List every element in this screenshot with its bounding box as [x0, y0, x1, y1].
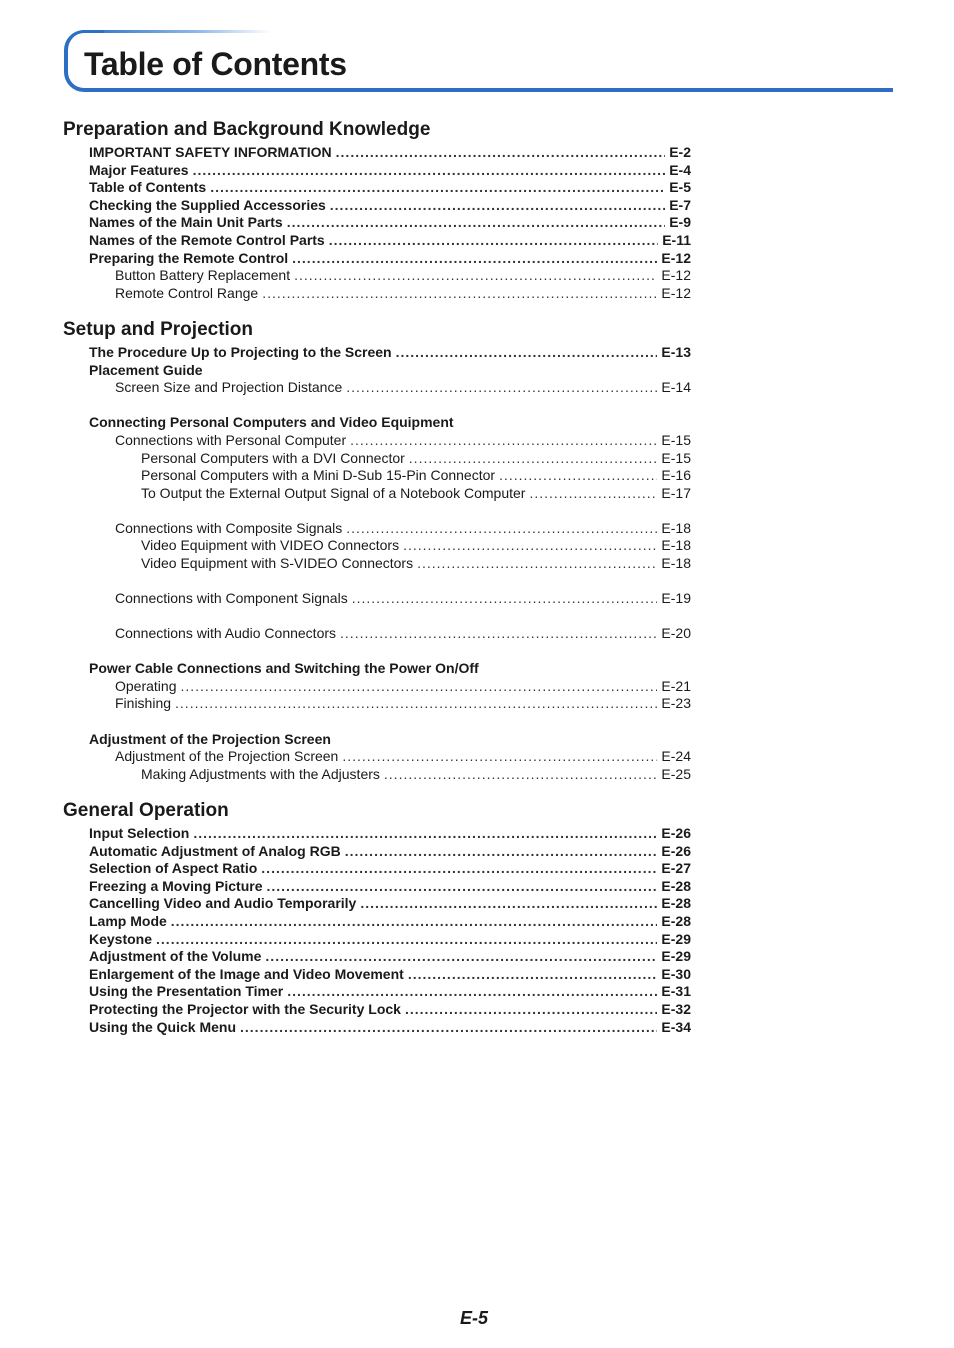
dot-leader — [262, 285, 657, 302]
dot-leader — [346, 520, 657, 537]
toc-entry[interactable] — [141, 537, 691, 554]
toc-entry-label: Operating — [115, 678, 177, 694]
toc-entry[interactable] — [89, 948, 691, 965]
toc-entry-label: Personal Computers with a Mini D-Sub 15-Pin Connector — [141, 467, 496, 483]
title-frame-top-line — [82, 30, 272, 33]
toc-entry-label: Freezing a Moving Picture — [89, 878, 263, 894]
dot-leader — [329, 232, 658, 249]
toc-entry-label: Video Equipment with S-VIDEO Connectors — [141, 555, 414, 571]
toc-entry-page: E-15 — [661, 432, 691, 448]
toc-entry-page: E-7 — [669, 197, 691, 213]
toc-entry-label: Connections with Personal Computer — [115, 432, 347, 448]
toc-entry-label: Personal Computers with a DVI Connector — [141, 450, 405, 466]
toc-entry-page: E-28 — [661, 895, 691, 911]
toc-entry-label: Automatic Adjustment of Analog RGB — [89, 843, 341, 859]
toc-group-heading[interactable] — [89, 731, 331, 748]
dot-leader — [210, 179, 665, 196]
toc-entry[interactable] — [89, 860, 691, 877]
toc-entry[interactable] — [89, 179, 691, 196]
toc-entry-page: E-12 — [661, 285, 691, 301]
toc-entry[interactable] — [115, 678, 691, 695]
toc-entry-page: E-16 — [661, 467, 691, 483]
toc-entry[interactable] — [89, 895, 691, 912]
toc-entry-label: Power Cable Connections and Switching the Power On/Off — [89, 660, 479, 676]
toc-entry-label: Table of Contents — [89, 179, 207, 195]
toc-entry-label: Adjustment of the Projection Screen — [115, 748, 339, 764]
dot-leader — [287, 983, 657, 1000]
toc-entry-label: Making Adjustments with the Adjusters — [141, 766, 380, 782]
toc-entry-label: Names of the Main Unit Parts — [89, 214, 283, 230]
toc-entry-label: Remote Control Range — [115, 285, 259, 301]
toc-entry-label: Lamp Mode — [89, 913, 167, 929]
toc-entry-page: E-12 — [661, 250, 691, 266]
dot-leader — [287, 214, 666, 231]
toc-entry[interactable] — [115, 520, 691, 537]
dot-leader — [265, 948, 657, 965]
dot-leader — [499, 467, 657, 484]
toc-entry-label: To Output the External Output Signal of a Notebook Computer — [141, 485, 526, 501]
dot-leader — [403, 537, 657, 554]
dot-leader — [330, 197, 665, 214]
toc-entry[interactable] — [115, 625, 691, 642]
toc-entry-label: Using the Presentation Timer — [89, 983, 284, 999]
dot-leader — [340, 625, 657, 642]
section-heading-preparation: Preparation and Background Knowledge — [63, 119, 431, 140]
dot-leader — [171, 913, 658, 930]
toc-entry-label: Connections with Composite Signals — [115, 520, 343, 536]
toc-entry-label: Connecting Personal Computers and Video Equipment — [89, 414, 454, 430]
dot-leader — [405, 1001, 657, 1018]
toc-entry[interactable] — [89, 843, 691, 860]
toc-entry-page: E-28 — [661, 913, 691, 929]
toc-entry-page: E-34 — [661, 1019, 691, 1035]
dot-leader — [529, 485, 657, 502]
dot-leader — [261, 860, 657, 877]
dot-leader — [175, 695, 657, 712]
toc-entry-label: Names of the Remote Control Parts — [89, 232, 325, 248]
dot-leader — [396, 344, 658, 361]
toc-entry[interactable] — [89, 1001, 691, 1018]
dot-leader — [350, 432, 657, 449]
page-title: Table of Contents — [84, 46, 347, 82]
toc-entry-page: E-23 — [661, 695, 691, 711]
dot-leader — [345, 843, 658, 860]
toc-entry-label: Selection of Aspect Ratio — [89, 860, 258, 876]
toc-entry[interactable] — [115, 695, 691, 712]
toc-entry[interactable] — [89, 913, 691, 930]
dot-leader — [180, 678, 657, 695]
dot-leader — [408, 966, 658, 983]
toc-entry-page: E-17 — [661, 485, 691, 501]
toc-entry[interactable] — [141, 555, 691, 572]
toc-entry-page: E-29 — [661, 948, 691, 964]
toc-entry-page: E-15 — [661, 450, 691, 466]
toc-entry-label: The Procedure Up to Projecting to the Screen — [89, 344, 392, 360]
toc-entry[interactable] — [89, 197, 691, 214]
toc-entry-page: E-20 — [661, 625, 691, 641]
toc-entry-page: E-32 — [661, 1001, 691, 1017]
toc-entry-page: E-18 — [661, 537, 691, 553]
toc-entry-page: E-27 — [661, 860, 691, 876]
toc-entry[interactable] — [89, 344, 691, 361]
toc-entry-label: Adjustment of the Volume — [89, 948, 262, 964]
toc-entry[interactable] — [89, 983, 691, 1000]
toc-entry-page: E-24 — [661, 748, 691, 764]
toc-entry-label: Placement Guide — [89, 362, 203, 378]
toc-entry-page: E-18 — [661, 520, 691, 536]
toc-entry[interactable] — [115, 748, 691, 765]
dot-leader — [342, 748, 657, 765]
toc-entry[interactable] — [89, 931, 691, 948]
toc-entry[interactable] — [89, 144, 691, 161]
dot-leader — [193, 825, 657, 842]
toc-entry[interactable] — [89, 878, 691, 895]
section-heading-general-operation: General Operation — [63, 800, 229, 821]
toc-entry[interactable] — [141, 485, 691, 502]
dot-leader — [352, 590, 658, 607]
toc-entry[interactable] — [89, 232, 691, 249]
toc-entry[interactable] — [89, 162, 691, 179]
dot-leader — [360, 895, 657, 912]
toc-entry-page: E-31 — [661, 983, 691, 999]
toc-entry[interactable] — [115, 379, 691, 396]
toc-entry-label: Video Equipment with VIDEO Connectors — [141, 537, 400, 553]
toc-entry-page: E-26 — [661, 843, 691, 859]
title-frame-underline — [102, 88, 893, 92]
toc-entry[interactable] — [89, 825, 691, 842]
toc-entry[interactable] — [89, 966, 691, 983]
toc-group-heading[interactable] — [89, 660, 479, 677]
toc-entry-label: Screen Size and Projection Distance — [115, 379, 343, 395]
toc-entry[interactable] — [141, 467, 691, 484]
toc-entry[interactable] — [141, 450, 691, 467]
toc-entry-label: Button Battery Replacement — [115, 267, 291, 283]
toc-entry[interactable] — [89, 250, 691, 267]
dot-leader — [336, 144, 666, 161]
dot-leader — [266, 878, 657, 895]
toc-entry-page: E-26 — [661, 825, 691, 841]
toc-entry-page: E-28 — [661, 878, 691, 894]
toc-group-heading[interactable] — [89, 414, 454, 431]
toc-entry[interactable] — [89, 1019, 691, 1036]
toc-entry-page: E-2 — [669, 144, 691, 160]
toc-group-heading[interactable] — [89, 362, 203, 379]
toc-entry-label: Connections with Component Signals — [115, 590, 348, 606]
toc-entry-page: E-12 — [661, 267, 691, 283]
toc-entry-label: Checking the Supplied Accessories — [89, 197, 326, 213]
toc-entry-label: Preparing the Remote Control — [89, 250, 289, 266]
toc-entry-page: E-5 — [669, 179, 691, 195]
toc-entry-label: Using the Quick Menu — [89, 1019, 237, 1035]
toc-entry-label: Keystone — [89, 931, 153, 947]
toc-entry-page: E-29 — [661, 931, 691, 947]
toc-entry-label: Cancelling Video and Audio Temporarily — [89, 895, 357, 911]
dot-leader — [292, 250, 657, 267]
dot-leader — [346, 379, 657, 396]
toc-entry-label: Enlargement of the Image and Video Movement — [89, 966, 404, 982]
dot-leader — [417, 555, 657, 572]
toc-entry-page: E-13 — [661, 344, 691, 360]
toc-entry-label: IMPORTANT SAFETY INFORMATION — [89, 144, 332, 160]
toc-entry-label: Major Features — [89, 162, 189, 178]
dot-leader — [294, 267, 657, 284]
toc-entry-page: E-14 — [661, 379, 691, 395]
dot-leader — [409, 450, 658, 467]
toc-entry-page: E-25 — [661, 766, 691, 782]
toc-entry-page: E-11 — [662, 232, 691, 248]
dot-leader — [384, 766, 658, 783]
dot-leader — [156, 931, 657, 948]
dot-leader — [240, 1019, 657, 1036]
section-heading-setup: Setup and Projection — [63, 319, 254, 340]
toc-entry-label: Protecting the Projector with the Security Lock — [89, 1001, 401, 1017]
toc-entry-page: E-30 — [661, 966, 691, 982]
toc-entry[interactable] — [115, 590, 691, 607]
toc-entry[interactable] — [141, 766, 691, 783]
dot-leader — [193, 162, 666, 179]
toc-entry-label: Adjustment of the Projection Screen — [89, 731, 331, 747]
toc-entry[interactable] — [115, 285, 691, 302]
toc-entry[interactable] — [115, 267, 691, 284]
toc-entry-page: E-21 — [661, 678, 691, 694]
toc-entry-page: E-19 — [661, 590, 691, 606]
toc-entry-label: Connections with Audio Connectors — [115, 625, 337, 641]
toc-entry[interactable] — [89, 214, 691, 231]
toc-entry-page: E-4 — [669, 162, 691, 178]
toc-entry-label: Input Selection — [89, 825, 190, 841]
toc-entry-page: E-9 — [669, 214, 691, 230]
toc-entry-page: E-18 — [661, 555, 691, 571]
toc-entry-label: Finishing — [115, 695, 172, 711]
toc-entry[interactable] — [115, 432, 691, 449]
page-number: E-5 — [460, 1308, 489, 1328]
